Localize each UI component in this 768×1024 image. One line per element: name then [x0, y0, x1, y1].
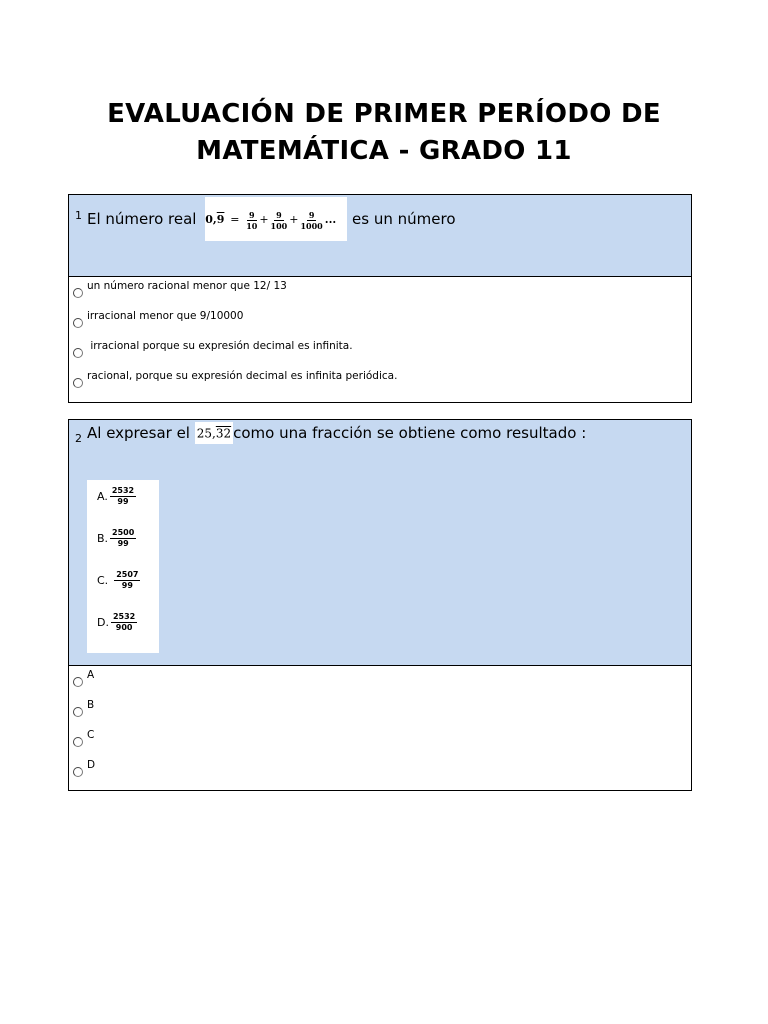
choice-letter: B. [97, 532, 109, 545]
radio-button[interactable] [73, 378, 83, 388]
math-whole: 25, [196, 426, 216, 441]
question-1-option-1[interactable] [69, 277, 691, 307]
title-line-1: EVALUACIÓN DE PRIMER PERÍODO DE [107, 99, 661, 129]
question-1-header [69, 195, 691, 277]
choice-letter: A. [97, 490, 108, 503]
title-line-2: MATEMÁTICA - GRADO 11 [196, 136, 572, 166]
choice-c [97, 570, 141, 591]
option-label: C [87, 729, 95, 741]
question-2-option-a[interactable] [69, 666, 691, 696]
question-2-choices-image [87, 480, 159, 653]
option-label: irracional menor que 9/10000 [87, 310, 244, 322]
choice-fraction: $\frac{2507}{99}$ [116, 570, 139, 590]
question-2-text [87, 422, 586, 444]
question-2-header [69, 420, 691, 666]
math-term-3: $\frac{9}{1000}$ [300, 209, 323, 231]
question-2-option-b[interactable] [69, 696, 691, 726]
choice-a [97, 486, 137, 507]
math-ellipsis: ... [324, 213, 337, 226]
question-2-number: 2 [75, 432, 82, 445]
question-1-text-after: es un número [352, 210, 456, 228]
question-2-text-before: Al expresar el [87, 424, 190, 442]
option-label: A [87, 669, 95, 681]
choice-fraction: $\frac{2500}{99}$ [112, 528, 135, 548]
choice-d [97, 612, 138, 633]
math-term-2: $\frac{9}{100}$ [270, 209, 288, 231]
question-2-text-after: como una fracción se obtiene como resultado : [233, 424, 587, 442]
option-label: irracional porque su expresión decimal es infinita. [87, 340, 353, 352]
radio-button[interactable] [73, 288, 83, 298]
question-1-option-3[interactable] [69, 337, 691, 367]
math-lhs-repeat: 9 [216, 213, 225, 226]
math-repeat: 32 [215, 426, 232, 441]
question-1-option-2[interactable] [69, 307, 691, 337]
choice-b [97, 528, 137, 549]
question-2-option-d[interactable] [69, 756, 691, 786]
question-1 [68, 194, 692, 403]
radio-button[interactable] [73, 707, 83, 717]
question-1-text-before: El número real [87, 210, 197, 228]
math-lhs: 0, [205, 213, 217, 226]
math-equals: = [230, 213, 240, 226]
radio-button[interactable] [73, 737, 83, 747]
math-term-1: $\frac{9}{10}$ [246, 209, 258, 231]
page-title [0, 96, 768, 170]
question-1-math-image [205, 197, 347, 241]
option-label: racional, porque su expresión decimal es infinita periódica. [87, 370, 398, 382]
radio-button[interactable] [73, 318, 83, 328]
choice-letter: D. [97, 616, 109, 629]
question-2-math-image [195, 422, 233, 444]
radio-button[interactable] [73, 348, 83, 358]
math-plus-2: + [289, 213, 299, 226]
option-label: un número racional menor que 12/ 13 [87, 280, 287, 292]
question-1-number: 1 [75, 209, 82, 222]
math-plus-1: + [259, 213, 269, 226]
option-label: D [87, 759, 96, 771]
choice-letter: C. [97, 574, 109, 587]
radio-button[interactable] [73, 677, 83, 687]
question-2 [68, 419, 692, 791]
question-1-option-4[interactable] [69, 367, 691, 397]
choice-fraction: $\frac{2532}{99}$ [111, 486, 135, 506]
option-label: B [87, 699, 95, 711]
question-1-text [87, 197, 456, 241]
choice-fraction: $\frac{2532}{900}$ [112, 612, 136, 632]
radio-button[interactable] [73, 767, 83, 777]
question-2-option-c[interactable] [69, 726, 691, 756]
